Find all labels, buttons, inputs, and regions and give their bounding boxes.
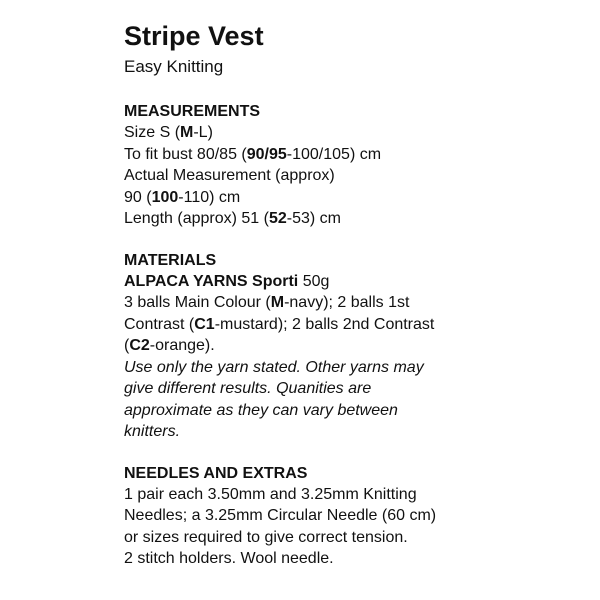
materials-heading: MATERIALS [124,251,217,269]
text-run: -orange). [149,337,215,354]
bold-text: M [180,124,194,141]
measurement-line [124,187,584,209]
text-run: ( [124,337,130,354]
measurement-line [124,165,584,187]
bold-text: C1 [194,315,215,333]
yarn-note-line: Use only the yarn stated. Other yarns may [124,358,424,376]
needles-line: 2 stitch holders. Wool needle. [124,550,334,567]
text-run: Actual Measurement (approx) [124,167,335,184]
measurements-section [124,101,584,230]
text-run: -100/105) cm [286,145,382,163]
needles-line: or sizes required to give correct tension. [124,528,408,546]
text-run: -mustard); 2 balls 2nd Contrast [214,315,435,333]
bold-text: 52 [268,210,287,227]
measurement-line [124,122,584,144]
text-run: 90 ( [124,188,152,206]
material-line [124,271,584,293]
bold-text: 90/95 [246,145,287,163]
text-run: -navy); 2 balls 1st [284,294,410,311]
text-run: Contrast ( [124,315,195,333]
text-run: -L) [193,124,213,141]
measurement-line [124,144,584,166]
bold-text: C2 [129,337,150,354]
measurements-heading: MEASUREMENTS [124,103,261,120]
needles-line: 1 pair each 3.50mm and 3.25mm Knitting [124,485,417,503]
materials-lines [124,271,584,357]
text-run: 50g [298,272,330,290]
text-run: Size S ( [124,124,181,141]
needles-section [124,463,584,570]
material-line [124,314,584,336]
material-line [124,292,584,314]
bold-text: 100 [151,188,179,206]
text-run: -110) cm [178,188,241,206]
text-run: -53) cm [286,210,342,227]
text-run: Length (approx) 51 ( [124,210,269,227]
yarn-note-line: knitters. [124,423,181,440]
measurement-line [124,208,584,230]
needles-heading: NEEDLES AND EXTRAS [124,464,308,482]
pattern-content [124,18,584,590]
pattern-title: Stripe Vest [124,21,264,51]
bold-text: M [270,294,285,311]
material-line [124,335,584,357]
bold-text: ALPACA YARNS Sporti [124,272,299,290]
needles-line: Needles; a 3.25mm Circular Needle (60 cm) [124,507,437,524]
materials-section [124,250,584,443]
pattern-subtitle: Easy Knitting [124,57,224,76]
text-run: 3 balls Main Colour ( [124,294,271,311]
text-run: To fit bust 80/85 ( [124,145,247,163]
yarn-note-line: approximate as they can vary between [124,401,398,419]
yarn-note-line: give different results. Quanities are [124,380,372,397]
measurements-lines [124,122,584,230]
